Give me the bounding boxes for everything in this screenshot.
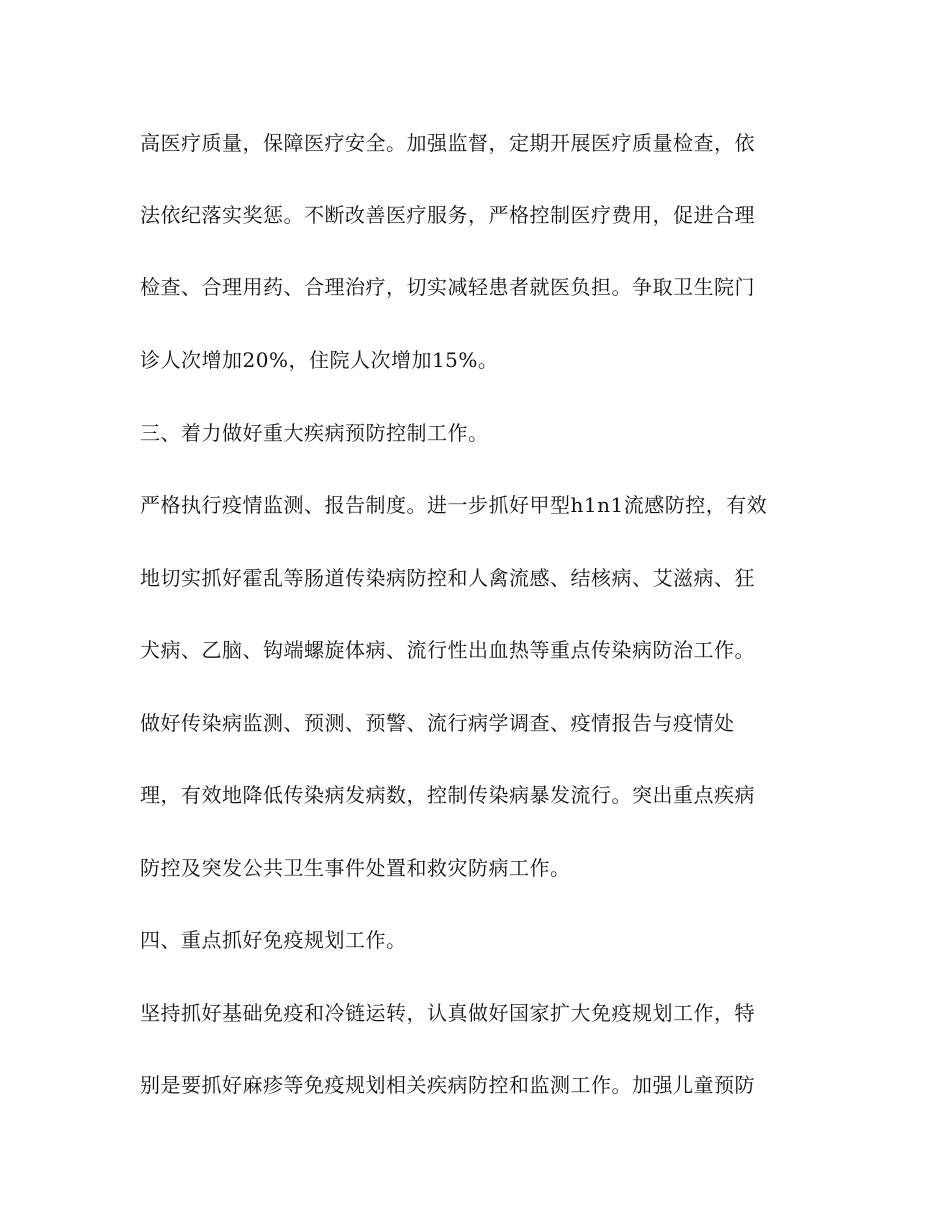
text-line: 严格执行疫情监测、报告制度。进一步抓好甲型h1n1流感防控，有效 <box>140 493 768 517</box>
text-line: 检查、合理用药、合理治疗，切实减轻患者就医负担。争取卫生院门 <box>140 275 755 299</box>
section-heading: 四、重点抓好免疫规划工作。 <box>140 928 407 952</box>
section-heading: 三、着力做好重大疾病预防控制工作。 <box>140 421 489 445</box>
text-line: 犬病、乙脑、钩端螺旋体病、流行性出血热等重点传染病防治工作。 <box>140 638 755 662</box>
text-line: 诊人次增加20%，住院人次增加15%。 <box>140 348 499 372</box>
text-line: 地切实抓好霍乱等肠道传染病防控和人禽流感、结核病、艾滋病、狂 <box>140 566 755 590</box>
text-line: 防控及突发公共卫生事件处置和救灾防病工作。 <box>140 856 571 880</box>
text-line: 做好传染病监测、预测、预警、流行病学调查、疫情报告与疫情处 <box>140 711 735 735</box>
text-line: 别是要抓好麻疹等免疫规划相关疾病防控和监测工作。加强儿童预防 <box>140 1073 755 1097</box>
text-line: 法依纪落实奖惩。不断改善医疗服务，严格控制医疗费用，促进合理 <box>140 203 755 227</box>
text-line: 高医疗质量，保障医疗安全。加强监督，定期开展医疗质量检查，依 <box>140 131 755 155</box>
text-line: 理，有效地降低传染病发病数，控制传染病暴发流行。突出重点疾病 <box>140 783 755 807</box>
text-line: 坚持抓好基础免疫和冷链运转，认真做好国家扩大免疫规划工作，特 <box>140 1001 755 1025</box>
